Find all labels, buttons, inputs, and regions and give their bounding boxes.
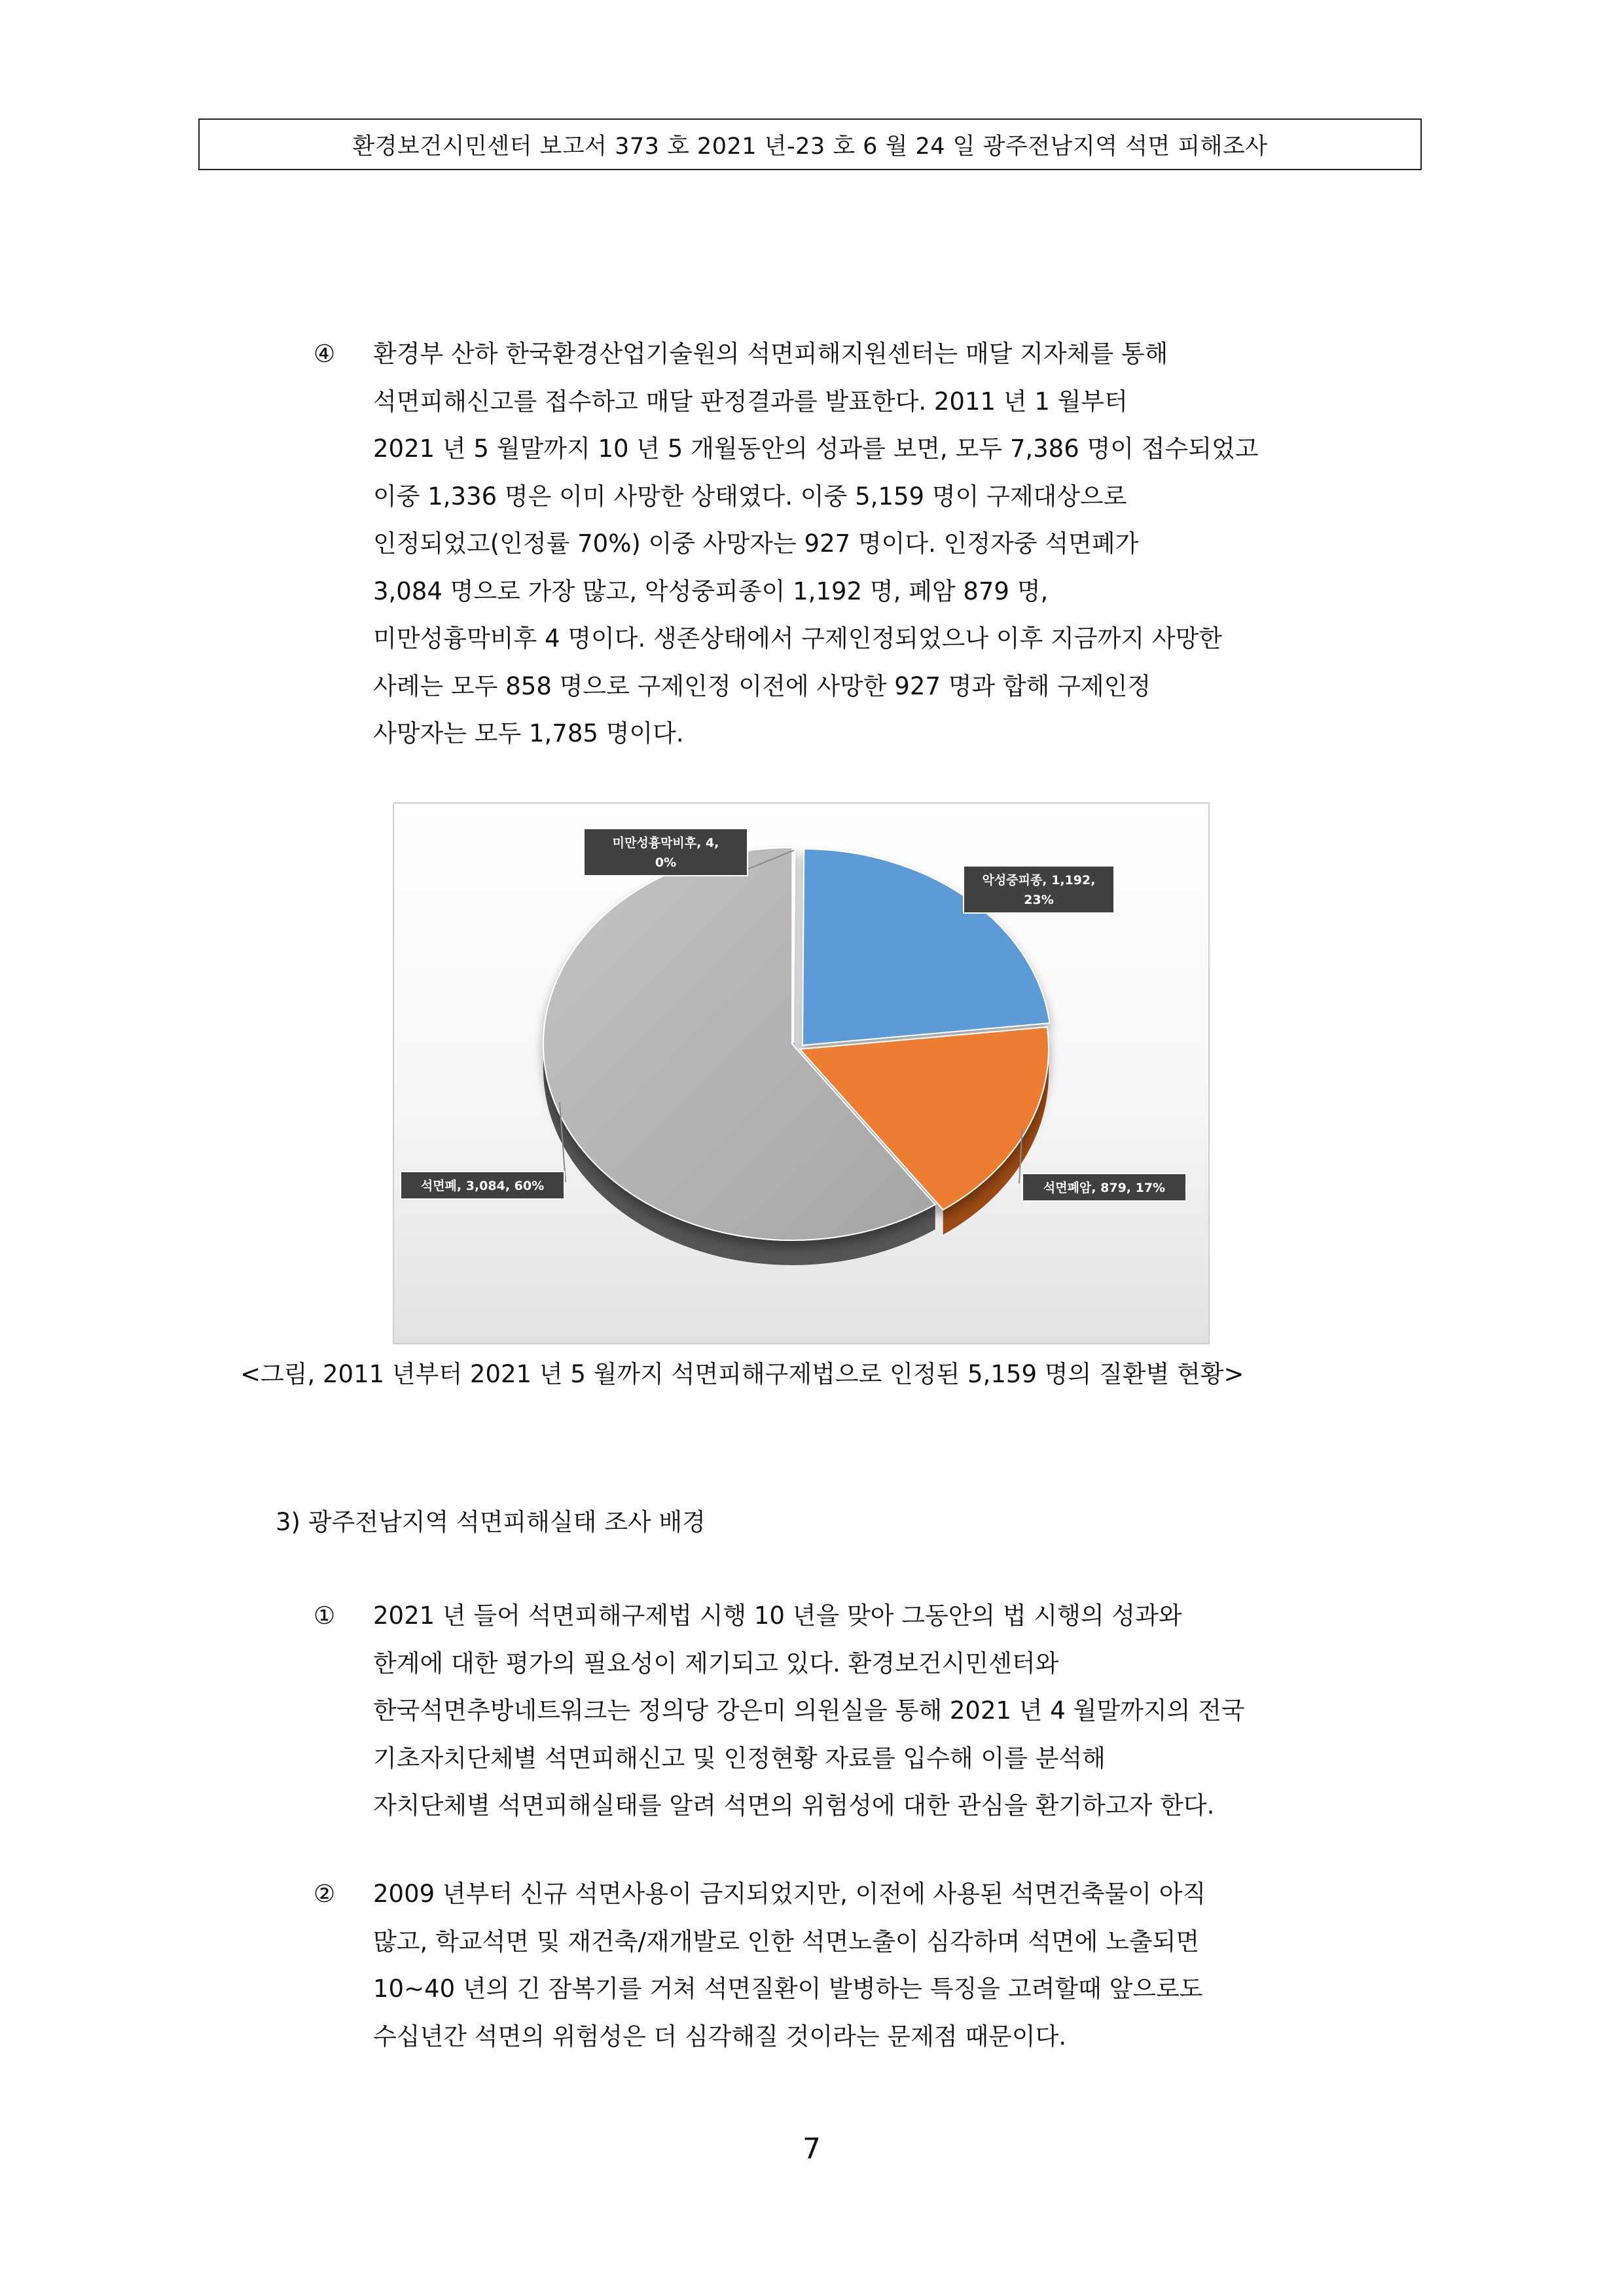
paragraph-line: 2009 년부터 신규 석면사용이 금지되었지만, 이전에 사용된 석면건축물이 아직 (373, 1880, 1206, 1908)
paragraph-line: 많고, 학교석면 및 재건축/재개발로 인한 석면노출이 심각하며 석면에 노출되면 (373, 1927, 1200, 1956)
paragraph-line: 인정되었고(인정률 70%) 이중 사망자는 927 명이다. 인정자중 석면폐가 (373, 529, 1139, 558)
paragraph-4 (373, 331, 1258, 758)
paragraph-line: 3,084 명으로 가장 많고, 악성중피종이 1,192 명, 폐암 879 명, (373, 577, 1049, 605)
pie-label-asbestosis (401, 1172, 564, 1199)
figure-caption: <그림, 2011 년부터 2021 년 5 월까지 석면피해구제법으로 인정된 5,159 명의 질환별 현황> (240, 1360, 1244, 1388)
paragraph-4-marker: ④ (314, 340, 336, 368)
paragraph-line: 한국석면추방네트워크는 정의당 강은미 의원실을 통해 2021 년 4 월말까지의 전국 (373, 1696, 1245, 1725)
item-2-paragraph (373, 1871, 1206, 2060)
paragraph-line: 2021 년 5 월말까지 10 년 5 개월동안의 성과를 보면, 모두 7,386 명이 접수되었고 (373, 435, 1259, 463)
paragraph-line: 사례는 모두 858 명으로 구제인정 이전에 사망한 927 명과 합해 구제인정 (373, 672, 1151, 700)
pie-label-pleural-thickening (584, 829, 748, 876)
section-3-title: 3) 광주전남지역 석면피해실태 조사 배경 (276, 1508, 706, 1536)
report-header-text: 환경보건시민센터 보고서 373 호 2021 년-23 호 6 월 24 일 광주전남지역 석면 피해조사 (352, 133, 1268, 160)
paragraph-line: 2021 년 들어 석면피해구제법 시행 10 년을 맞아 그동안의 법 시행의 성과와 (373, 1602, 1182, 1630)
item-1-paragraph (373, 1592, 1245, 1830)
pie-slice-pleural-thickening (793, 846, 795, 1043)
paragraph-line: 환경부 산하 한국환경산업기술원의 석면피해지원센터는 매달 지자체를 통해 (373, 340, 1168, 368)
page-number: 7 (803, 2132, 821, 2166)
paragraph-line: 자치단체별 석면피해실태를 알려 석면의 위험성에 대한 관심을 환기하고자 한다. (373, 1791, 1215, 1820)
pie-label-text: 미만성흉막비후, 4, (612, 836, 719, 850)
pie-label-text: 석면폐암, 879, 17% (1043, 1181, 1166, 1195)
paragraph-line: 미만성흉막비후 4 명이다. 생존상태에서 구제인정되었으나 이후 지금까지 사망한 (373, 624, 1223, 653)
pie-chart (394, 804, 1211, 1346)
paragraph-line: 수십년간 석면의 위험성은 더 심각해질 것이라는 문제점 때문이다. (373, 2022, 1067, 2051)
paragraph-line: 10~40 년의 긴 잠복기를 거쳐 석면질환이 발병하는 특징을 고려할때 앞으로도 (373, 1975, 1203, 2003)
pie-label-lung-cancer (1022, 1174, 1186, 1201)
pie-chart-figure (393, 802, 1210, 1344)
item-2-marker: ② (314, 1880, 336, 1908)
paragraph-line: 이중 1,336 명은 이미 사망한 상태였다. 이중 5,159 명이 구제대상으로 (373, 482, 1127, 511)
paragraph-line: 기초자치단체별 석면피해신고 및 인정현황 자료를 입수해 이를 분석해 (373, 1744, 1106, 1772)
report-header (198, 118, 1422, 170)
pie-label-text: 0% (655, 855, 677, 870)
pie-label-text: 석면폐, 3,084, 60% (420, 1179, 545, 1193)
pie-label-text: 악성중피종, 1,192, (982, 873, 1096, 888)
item-1-marker: ① (314, 1602, 336, 1630)
paragraph-line: 한계에 대한 평가의 필요성이 제기되고 있다. 환경보건시민센터와 (373, 1649, 1059, 1677)
paragraph-line: 사망자는 모두 1,785 명이다. (373, 719, 684, 747)
paragraph-line: 석면피해신고를 접수하고 매달 판정결과를 발표한다. 2011 년 1 월부터 (373, 387, 1128, 416)
pie-label-mesothelioma (964, 866, 1114, 913)
pie-label-text: 23% (1024, 893, 1054, 907)
